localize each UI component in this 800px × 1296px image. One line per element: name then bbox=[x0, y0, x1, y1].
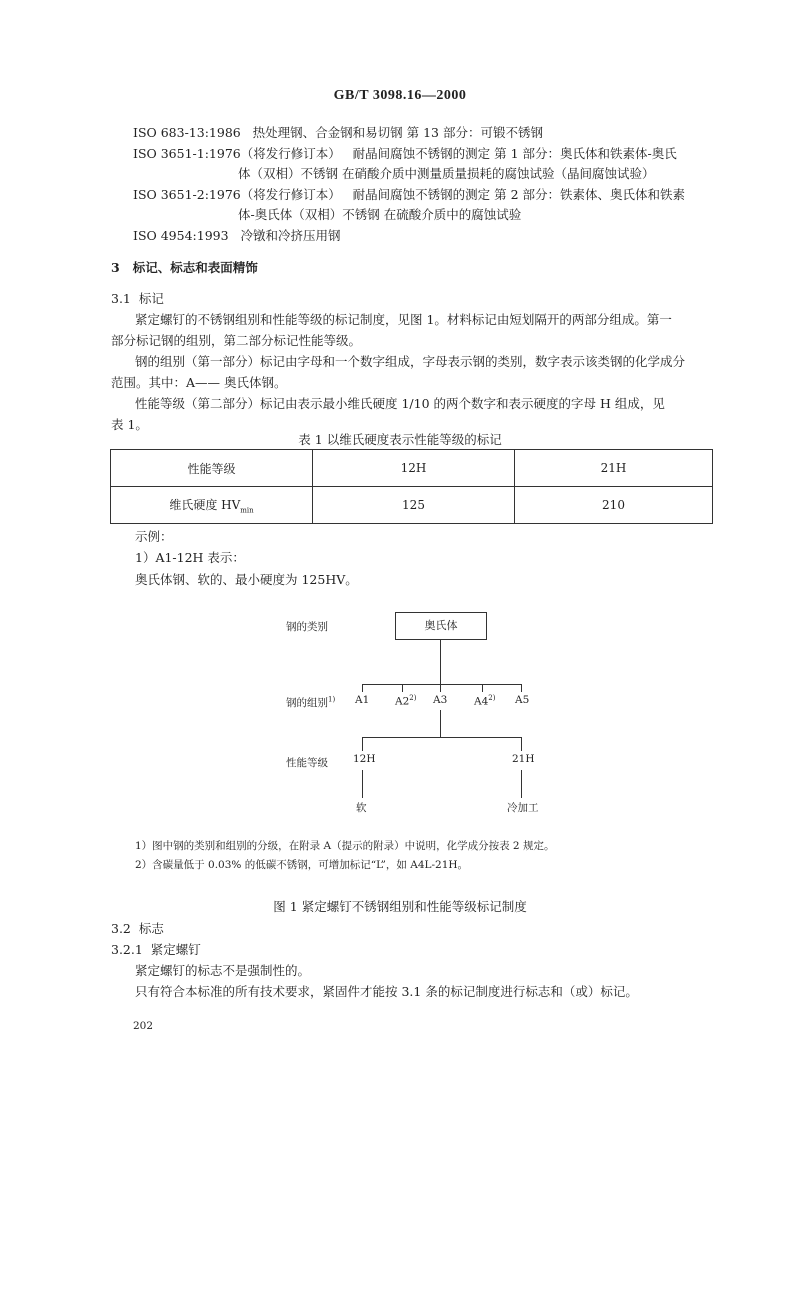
ref-item bbox=[133, 226, 341, 244]
subsection-title: 标志 bbox=[138, 921, 164, 936]
grade-12h: 12H bbox=[353, 753, 376, 765]
paragraph-line: 只有符合本标准的所有技术要求，紧固件才能按 3.1 条的标记制度进行标志和（或）标记。 bbox=[135, 984, 638, 999]
connector-line bbox=[482, 684, 483, 692]
connector-line bbox=[521, 737, 522, 751]
example-item: 1）A1-12H 表示： bbox=[135, 550, 245, 565]
connector-line bbox=[362, 770, 363, 798]
grade-bus-line bbox=[362, 737, 522, 738]
connector-line bbox=[440, 639, 441, 684]
connector-line bbox=[362, 684, 363, 692]
table-caption: 表 1 以维氏硬度表示性能等级的标记 bbox=[298, 432, 502, 447]
group-a4 bbox=[474, 694, 495, 708]
subsection-heading bbox=[111, 919, 164, 937]
paragraph-line: 部分标记钢的组别，第二部分标记性能等级。 bbox=[111, 333, 362, 348]
table-cell: 性能等级 bbox=[111, 450, 313, 487]
table-cell: 21H bbox=[515, 450, 713, 487]
table-cell: 125 bbox=[313, 487, 515, 524]
ref-code: ISO 4954:1993 bbox=[133, 228, 229, 243]
grade-21h: 21H bbox=[512, 753, 535, 765]
austenite-box: 奥氏体 bbox=[395, 612, 487, 640]
group-a5: A5 bbox=[515, 694, 530, 706]
connector-line bbox=[521, 770, 522, 798]
subsection-number: 3.2 bbox=[111, 921, 131, 936]
table-cell-text: 维氏硬度 HV bbox=[169, 497, 241, 512]
example-label: 示例： bbox=[135, 529, 173, 544]
paragraph-line: 范围。其中：A—— 奥氏体钢。 bbox=[111, 375, 287, 390]
group-label: A2 bbox=[395, 695, 410, 708]
paragraph-line: 表 1。 bbox=[111, 417, 148, 432]
section-title: 标记、标志和表面精饰 bbox=[132, 260, 258, 275]
table-row bbox=[111, 450, 713, 487]
section-heading bbox=[111, 258, 258, 276]
table-cell-subscript: min bbox=[240, 506, 254, 515]
example-description: 奥氏体钢、软的、最小硬度为 125HV。 bbox=[135, 572, 358, 587]
document-code: GB/T 3098.16—2000 bbox=[333, 88, 467, 103]
row-label-steel-group bbox=[286, 695, 335, 710]
ref-item bbox=[133, 144, 677, 162]
ref-text: 冷镦和冷挤压用钢 bbox=[240, 228, 341, 243]
table-cell: 210 bbox=[515, 487, 713, 524]
group-a1: A1 bbox=[355, 694, 370, 706]
ref-code: ISO 3651-2:1976（将发行修订本） bbox=[133, 187, 341, 202]
table-1 bbox=[110, 449, 713, 524]
connector-line bbox=[440, 684, 441, 692]
section-number: 3 bbox=[111, 260, 120, 275]
group-a3: A3 bbox=[433, 694, 448, 706]
row-label-text: 钢的组别 bbox=[286, 697, 328, 709]
group-label: A4 bbox=[474, 695, 489, 708]
ref-continuation: 体（双相）不锈钢 在硝酸介质中测量质量损耗的腐蚀试验（晶间腐蚀试验） bbox=[238, 166, 655, 181]
table-row bbox=[111, 487, 713, 524]
outcome-cold-worked: 冷加工 bbox=[507, 802, 539, 814]
table-cell bbox=[111, 487, 313, 524]
ref-text: 热处理钢、合金钢和易切钢 第 13 部分：可锻不锈钢 bbox=[252, 125, 543, 140]
ref-text: 耐晶间腐蚀不锈钢的测定 第 1 部分：奥氏体和铁素体-奥氏 bbox=[352, 146, 677, 161]
subsection-title: 紧定螺钉 bbox=[150, 942, 201, 957]
paragraph-line: 紧定螺钉的不锈钢组别和性能等级的标记制度，见图 1。材料标记由短划隔开的两部分组成。第一 bbox=[135, 312, 672, 327]
subsection-number: 3.2.1 bbox=[111, 942, 143, 957]
ref-code: ISO 683-13:1986 bbox=[133, 125, 241, 140]
subsection-heading bbox=[111, 289, 164, 307]
figure-footnote: 1）图中钢的类别和组别的分级，在附录 A（提示的附录）中说明，化学成分按表 2 规定。 bbox=[135, 840, 555, 852]
ref-item bbox=[133, 123, 543, 141]
figure-footnote: 2）含碳量低于 0.03% 的低碳不锈钢，可增加标记“L”，如 A4L-21H。 bbox=[135, 859, 469, 871]
figure-caption: 图 1 紧定螺钉不锈钢组别和性能等级标记制度 bbox=[273, 899, 527, 914]
ref-item bbox=[133, 185, 685, 203]
footnote-marker: 1) bbox=[328, 695, 336, 704]
paragraph-line: 紧定螺钉的标志不是强制性的。 bbox=[135, 963, 311, 978]
row-label-property-class: 性能等级 bbox=[286, 757, 328, 769]
row-label-steel-type: 钢的类别 bbox=[286, 621, 328, 633]
footnote-marker: 2) bbox=[409, 694, 417, 702]
paragraph-line: 钢的组别（第一部分）标记由字母和一个数字组成，字母表示钢的类别，数字表示该类钢的化学成分 bbox=[135, 354, 686, 369]
connector-line bbox=[402, 684, 403, 692]
connector-line bbox=[362, 737, 363, 751]
ref-continuation: 体-奥氏体（双相）不锈钢 在硫酸介质中的腐蚀试验 bbox=[238, 207, 522, 222]
outcome-soft: 软 bbox=[356, 802, 367, 814]
subsection-number: 3.1 bbox=[111, 291, 131, 306]
subsection-heading bbox=[111, 940, 201, 958]
ref-code: ISO 3651-1:1976（将发行修订本） bbox=[133, 146, 341, 161]
subsection-title: 标记 bbox=[138, 291, 164, 306]
connector-line bbox=[440, 710, 441, 737]
paragraph-line: 性能等级（第二部分）标记由表示最小维氏硬度 1/10 的两个数字和表示硬度的字母 H 组成，见 bbox=[135, 396, 665, 411]
page-number: 202 bbox=[133, 1020, 154, 1032]
group-bus-line bbox=[362, 684, 522, 685]
connector-line bbox=[521, 684, 522, 692]
ref-text: 耐晶间腐蚀不锈钢的测定 第 2 部分：铁素体、奥氏体和铁素 bbox=[352, 187, 686, 202]
group-a2 bbox=[395, 694, 416, 708]
footnote-marker: 2) bbox=[488, 694, 496, 702]
table-cell: 12H bbox=[313, 450, 515, 487]
